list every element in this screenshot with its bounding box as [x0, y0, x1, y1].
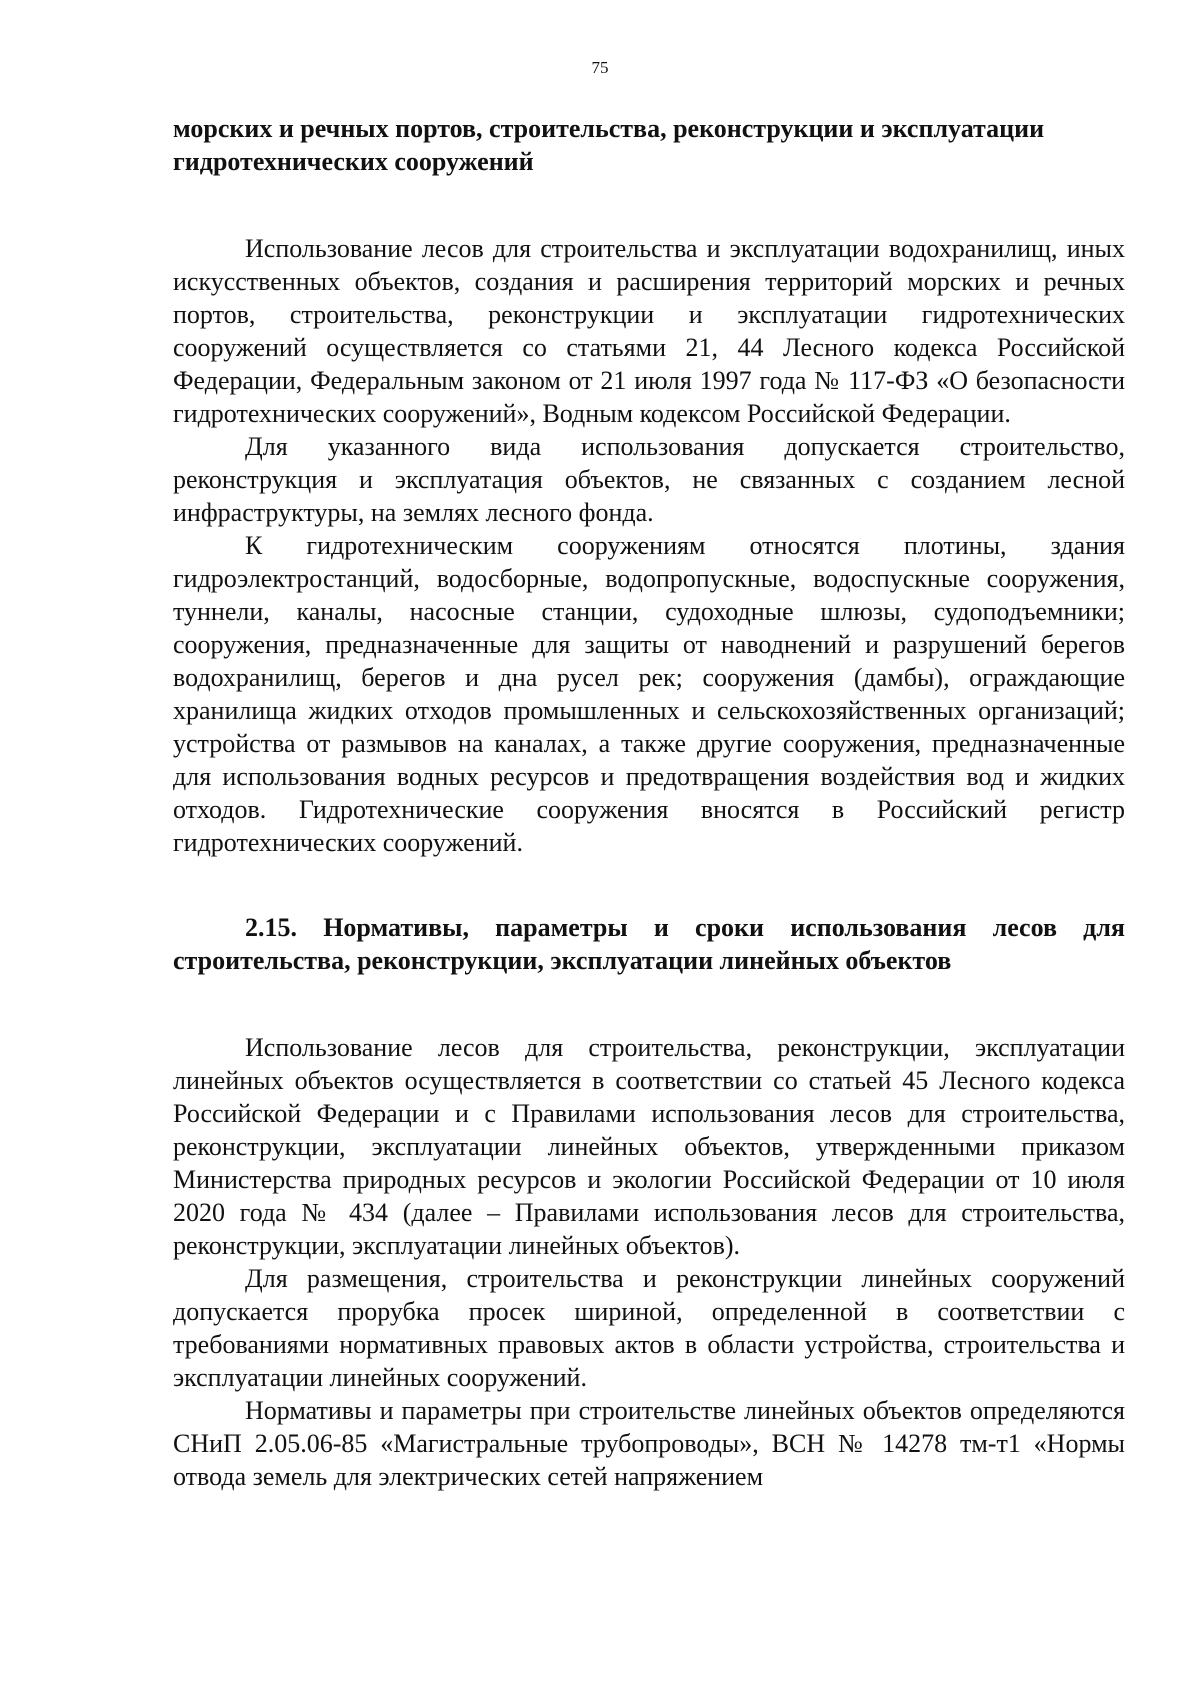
section-heading-continued: морских и речных портов, строительства, реконструкции и эксплуатации гидротехнических сооружений — [173, 114, 1045, 176]
page-number: 75 — [591, 58, 609, 77]
spacer — [173, 178, 1125, 232]
spacer — [173, 977, 1125, 1031]
section-heading: 2.15. Нормативы, параметры и сроки использования лесов для строительства, реконструкции, эксплуатации линейных объектов — [173, 913, 1125, 975]
page-content — [173, 112, 1125, 1493]
paragraph: Использование лесов для строительства, реконструкции, эксплуатации линейных объектов осуществляется в соответствии со статьей 45 Лесного кодекса Российской Федерации и с Правилами использования лесов для строительства, реконструкции, эксплуатации линейных объектов, утвержденными приказом Министерства природных ресурсов и экологии Российской Федерации от 10 июля 2020 года № 434 (далее – Правилами использования лесов для строительства, реконструкции, эксплуатации линейных объектов). — [173, 1033, 1125, 1260]
paragraph: Использование лесов для строительства и эксплуатации водохранилищ, иных искусственных объектов, создания и расширения территорий морских и речных портов, строительства, реконструкции и эксплуатации гидротехнических сооружений осуществляется со статьями 21, 44 Лесного кодекса Российской Федерации, Федеральным законом от 21 июля 1997 года № 117-ФЗ «О безопасности гидротехнических сооружений», Водным кодексом Российской Федерации. — [173, 234, 1125, 428]
paragraph: Нормативы и параметры при строительстве линейных объектов определяются СНиП 2.05.06-85 «Магистральные трубопроводы», ВСН № 14278 тм-т1 «Нормы отвода земель для электрических сетей напряжением — [173, 1396, 1125, 1491]
paragraph: Для указанного вида использования допускается строительство, реконструкция и эксплуатация объектов, не связанных с созданием лесной инфраструктуры, на землях лесного фонда. — [173, 432, 1125, 527]
paragraph: К гидротехническим сооружениям относятся плотины, здания гидроэлектростанций, водосборные, водопропускные, водоспускные сооружения, туннели, каналы, насосные станции, судоходные шлюзы, судоподъемники; сооружения, предназначенные для защиты от наводнений и разрушений берегов водохранилищ, берегов и дна русел рек; сооружения (дамбы), ограждающие хранилища жидких отходов промышленных и сельскохозяйственных организаций; устройства от размывов на каналах, а также другие сооружения, предназначенные для использования водных ресурсов и предотвращения воздействия вод и жидких отходов. Гидротехнические сооружения вносятся в Российский регистр гидротехнических сооружений. — [173, 531, 1125, 857]
paragraph: Для размещения, строительства и реконструкции линейных сооружений допускается прорубка просек шириной, определенной в соответствии с требованиями нормативных правовых актов в области устройства, строительства и эксплуатации линейных сооружений. — [173, 1264, 1125, 1392]
